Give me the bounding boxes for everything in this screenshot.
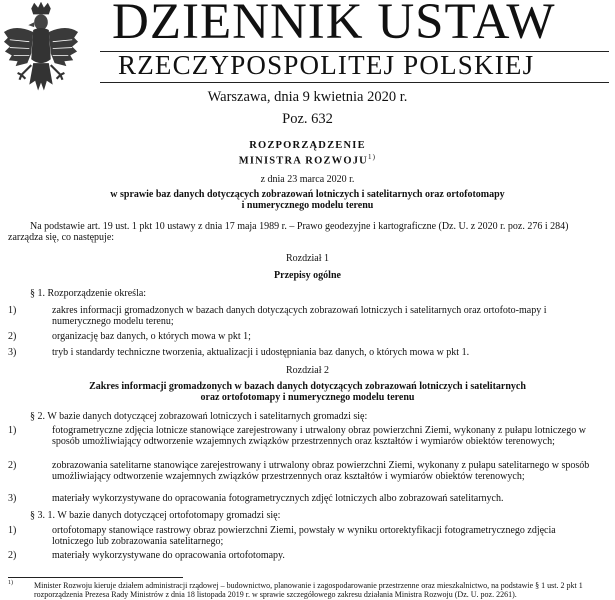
- chapter-2-title-line2: oraz ortofotomapy i numerycznego modelu terenu: [200, 392, 415, 403]
- chapter-1-label: Rozdział 1: [285, 253, 330, 264]
- act-issuer-name: MINISTRA ROZWOJU: [238, 155, 368, 167]
- footnote-text: Minister Rozwoju kieruje działem administracji rządowej – budownictwo, planowanie i zagospodarowanie przestrzenne oraz mieszkalnictwo, na podstawie § 1 ust. 2 pkt 1 rozporządzenia Prezesa Rady Ministrów z dnia 18 listopada 2019 r. w sprawie szczegółowego zakresu działania Ministra Rozwoju (Dz. U. poz. 2261).: [34, 581, 583, 599]
- list-item-text: zobrazowania satelitarne stanowiące zarejestrowany i utrwalony obraz powierzchni Ziemi, wykonany z pułapu satelitarnego w sposób umożliwiający odtworzenie wzajemnych związków przestrzennych oraz kształtów i wymiarów obiektów terenowych;: [52, 460, 590, 482]
- footnote: [8, 581, 598, 599]
- list-item-number: 1): [8, 525, 17, 536]
- list-item: [8, 347, 593, 358]
- list-item: [8, 550, 593, 561]
- gazette-title: DZIENNIK USTAW: [112, 0, 556, 50]
- gazette-subtitle: RZECZYPOSPOLITEJ POLSKIEJ: [118, 50, 535, 80]
- footnote-divider: [8, 577, 183, 578]
- act-type: ROZPORZĄDZENIE: [249, 140, 366, 151]
- chapter-2-title-line1: Zakres informacji gromadzonych w bazach danych dotyczących zobrazowań lotniczych i satelitarnych: [89, 381, 526, 392]
- list-item-text: fotogrametryczne zdjęcia lotnicze stanowiące zarejestrowany i utrwalony obraz powierzchni Ziemi, wykonany z pułapu lotniczego w sposób umożliwiający odtworzenie wzajemnych związków przestrzennych oraz kształtów i wymiarów obiektów terenowych;: [52, 425, 586, 447]
- list-item-number: 1): [8, 425, 17, 436]
- position-number: Poz. 632: [282, 111, 333, 127]
- header-divider-bottom: [100, 82, 609, 83]
- place-and-date: Warszawa, dnia 9 kwietnia 2020 r.: [207, 89, 408, 105]
- list-item: [8, 305, 593, 327]
- preamble: Na podstawie art. 19 ust. 1 pkt 10 ustawy z dnia 17 maja 1989 r. – Prawo geodezyjne i kartograficzne (Dz. U. z 2020 r. poz. 276 i 284) zarządza się, co następuje:: [8, 221, 569, 243]
- list-item-text: zakres informacji gromadzonych w bazach danych dotyczących zobrazowań lotniczych i satelitarnych oraz ortofoto-mapy i numerycznego modelu terenu;: [52, 305, 547, 327]
- polish-eagle-emblem-icon: [2, 2, 80, 97]
- list-item-number: 2): [8, 550, 17, 561]
- paragraph-1-intro: § 1. Rozporządzenie określa:: [30, 288, 147, 299]
- chapter-2-label: Rozdział 2: [285, 365, 330, 376]
- list-item: [8, 331, 593, 342]
- list-item-number: 2): [8, 460, 17, 471]
- act-issuer: [0, 153, 615, 167]
- issuer-footnote-ref: 1): [367, 153, 377, 161]
- list-item: [8, 493, 593, 504]
- act-date: z dnia 23 marca 2020 r.: [260, 174, 355, 185]
- list-item-number: 2): [8, 331, 17, 342]
- chapter-1-title: Przepisy ogólne: [274, 270, 341, 281]
- paragraph-2-intro: § 2. W bazie danych dotyczącej zobrazowań lotniczych i satelitarnych gromadzi się:: [30, 411, 368, 422]
- paragraph-3-intro: § 3. 1. W bazie danych dotyczącej ortofotomapy gromadzi się:: [30, 510, 281, 521]
- list-item-text: ortofotomapy stanowiące rastrowy obraz powierzchni Ziemi, powstały w wyniku ortorektyfikacji fotogrametrycznego zdjęcia lotniczego lub zobrazowania satelitarnego;: [52, 525, 556, 547]
- list-item-text: tryb i standardy techniczne tworzenia, aktualizacji i udostępniania baz danych, o których mowa w pkt 1.: [52, 347, 470, 358]
- footnote-number: 1): [8, 580, 13, 586]
- act-subject-line2: i numerycznego modelu terenu: [241, 200, 374, 211]
- act-subject-line1: w sprawie baz danych dotyczących zobrazowań lotniczych i satelitarnych oraz ortofotomapy: [110, 189, 505, 200]
- list-item-number: 1): [8, 305, 17, 316]
- list-item-text: organizację baz danych, o których mowa w pkt 1;: [52, 331, 251, 342]
- list-item: [8, 425, 593, 447]
- list-item-text: materiały wykorzystywane do opracowania fotogrametrycznych zdjęć lotniczych albo zobrazowań satelitarnych.: [52, 493, 504, 504]
- list-item-number: 3): [8, 347, 17, 358]
- list-item: [8, 460, 593, 482]
- list-item: [8, 525, 593, 547]
- list-item-text: materiały wykorzystywane do opracowania ortofotomapy.: [52, 550, 285, 561]
- list-item-number: 3): [8, 493, 17, 504]
